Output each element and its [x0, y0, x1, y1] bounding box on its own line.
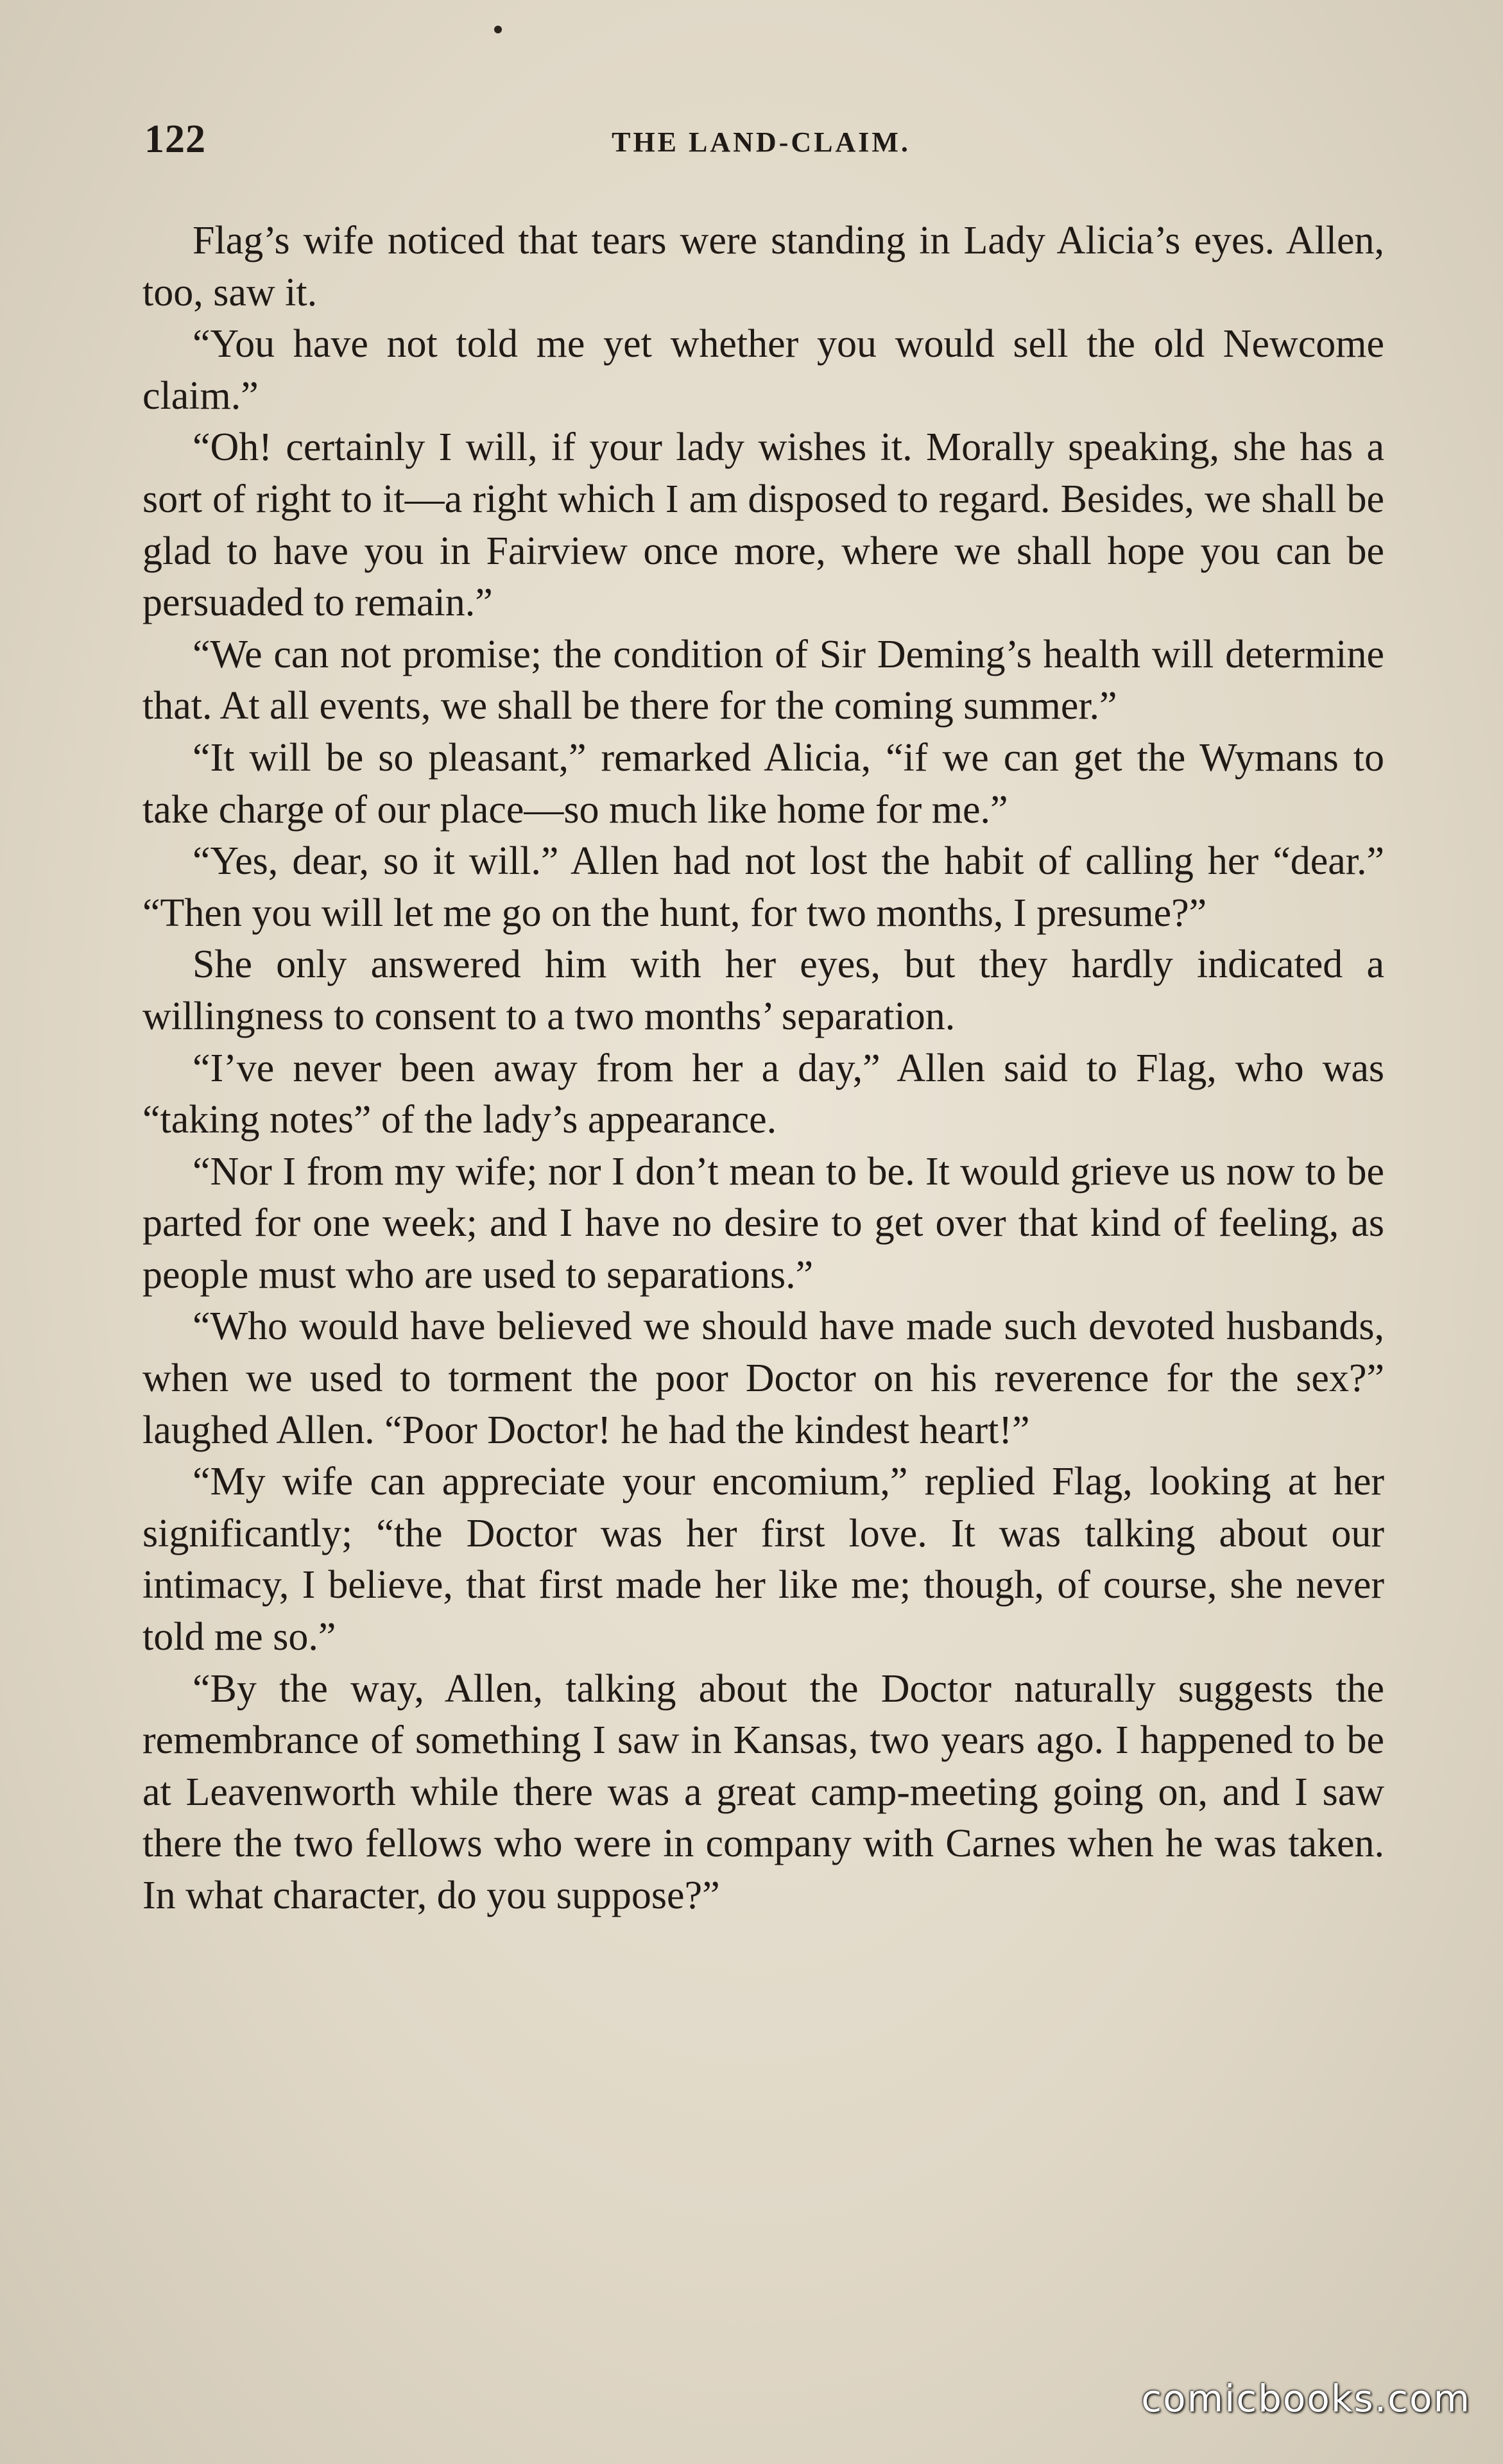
- paragraph-4: “We can not promise; the condition of Sir Deming’s health will determine that. At all events, we shall be there for the coming summer.”: [142, 632, 1384, 728]
- running-title: THE LAND-CLAIM.: [612, 126, 911, 158]
- ink-speck: [494, 26, 502, 33]
- paragraph-2: “You have not told me yet whether you would sell the old Newcome claim.”: [142, 322, 1384, 418]
- paragraph-11: “My wife can appreciate your encomium,” replied Flag, looking at her significantly; “the Doctor was her first love. It was talking about our intimacy, I believe, that first made her like me; though, of course, she never told me so.”: [142, 1460, 1384, 1659]
- paragraph-12: “By the way, Allen, talking about the Doctor naturally suggests the remembrance of something I saw in Kansas, two years ago. I happened to be at Leavenworth while there was a great camp-meeting going on, and I saw there the two fellows who were in company with Carnes when he was taken. In what character, do you suppose?”: [142, 1666, 1384, 1917]
- paragraph-5: “It will be so pleasant,” remarked Alicia, “if we can get the Wymans to take charge of our place—so much like home for me.”: [142, 735, 1384, 832]
- running-head: [144, 117, 1378, 175]
- paragraph-3: “Oh! certainly I will, if your lady wishes it. Morally speaking, she has a sort of right to it—a right which I am disposed to regard. Besides, we shall be glad to have you in Fairview once more, where we shall hope you can be persuaded to remain.”: [142, 425, 1384, 625]
- paragraph-10: “Who would have believed we should have made such devoted husbands, when we used to torment the poor Doctor on his reverence for the sex?” laughed Allen. “Poor Doctor! he had the kindest heart!”: [142, 1305, 1384, 1452]
- paragraph-9: “Nor I from my wife; nor I don’t mean to be. It would grieve us now to be parted for one week; and I have no desire to get over that kind of feeling, as people must who are used to separations.”: [142, 1149, 1384, 1297]
- paragraph-8: “I’ve never been away from her a day,” Allen said to Flag, who was “taking notes” of the lady’s appearance.: [142, 1046, 1384, 1142]
- watermark: comicbooks.com: [1141, 2377, 1471, 2420]
- page-number: 122: [144, 117, 206, 161]
- body-text: [142, 215, 1384, 1922]
- paragraph-6: “Yes, dear, so it will.” Allen had not lost the habit of calling her “dear.” “Then you will let me go on the hunt, for two months, I presume?”: [142, 839, 1384, 935]
- paragraph-1: Flag’s wife noticed that tears were standing in Lady Alicia’s eyes. Allen, too, saw it.: [142, 219, 1384, 314]
- paragraph-7: She only answered him with her eyes, but they hardly indicated a willingness to consent to a two months’ separation.: [142, 943, 1384, 1038]
